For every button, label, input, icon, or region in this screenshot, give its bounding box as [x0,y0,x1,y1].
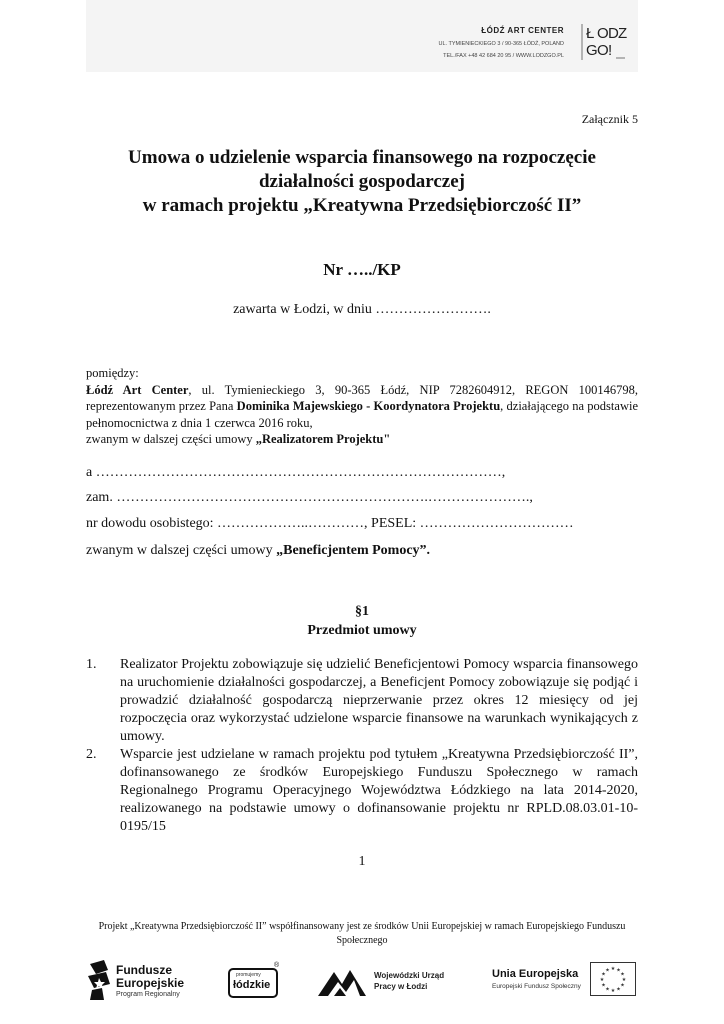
title-line: Umowa o udzielenie wsparcia finansowego na rozpoczęcie [128,147,596,168]
authorization-details: , działającego na podstawie pełnomocnictwa z dnia 1 czerwca 2016 roku, [86,399,638,430]
fe-title-line: Europejskie [116,976,185,990]
fe-subtitle: Program Regionalny [116,991,180,998]
wup-name [374,970,444,992]
letterhead-band [86,0,638,72]
logo-letter: Z [618,25,628,42]
recipient-name-line: a ……………………………………………………………………………, [86,465,506,480]
eu-star-icon: ★ [620,982,625,989]
wup-lodz-logo [316,962,466,1002]
section-number: §1 [355,604,369,619]
clause-item [86,656,638,746]
clause-text: Wsparcie jest udzielane w ramach projektu pod tytułem „Kreatywna Przedsiębiorczość II”, dofinansowanego ze środków Europejskiego Funduszu Społecznego w ramach Regionalnego Programu Operacyjnego Województwa Łódzkiego na lata 2014-2020, realizowanego na podstawie umowy o dofinansowanie projektu nr RPLD.08.03.01-10-0195/15 [120,747,638,834]
logo-letter: Ł [586,25,595,42]
between-label: pomiędzy: [86,366,139,380]
alias-name: „Realizatorem Projektu" [255,432,391,446]
organization-alias [86,431,638,448]
fundusze-europejskie-logo [86,958,216,1004]
eu-star-icon: ★ [616,967,621,974]
logo-letter: O [597,42,609,59]
registered-mark: ® [274,962,280,969]
title-line: w ramach projektu „Kreatywna Przedsiębiorczość II” [142,195,582,216]
organization-details: , ul. Tymienieckiego 3, 90-365 Łódź, NIP 7282604912, REGON 100146798, reprezentowanym przez Pana [86,382,639,413]
eu-star-icon: ★ [605,986,610,993]
clause-number: 1. [86,657,97,672]
attachment-label: Załącznik 5 [581,112,638,126]
fe-title-line: Fundusze [116,963,172,977]
page-number: 1 [358,854,366,869]
letterhead-address: UL. TYMIENIECKIEGO 3 / 90-365 ŁÓDŹ, POLAND [438,41,564,47]
letterhead-contact: TEL./FAX +48 42 684 20 95 / WWW.LODZGO.PL [443,53,564,59]
recipient-address-line: zam. ………………………………………………………….…………………., [86,490,533,505]
alias-name: „Beneficjentem Pomocy”. [276,543,431,558]
wup-emblem-icon [316,966,368,998]
section-title: Przedmiot umowy [307,623,417,638]
eu-star-icon: ★ [616,986,621,993]
alias-text: zwanym w dalszej części umowy [86,432,256,446]
clause-item [86,746,638,836]
funding-note: Projekt „Kreatywna Przedsiębiorczość II” współfinansowany jest ze środków Unii Europejskiej w ramach Europejskiego Funduszu Społecznego [98,921,626,946]
eu-star-icon: ★ [599,977,605,983]
contract-number: Nr …../KP [323,260,401,279]
clause-text: Realizator Projektu zobowiązuje się udzielić Beneficjentowi Pomocy wsparcia finansowego na uruchomienie działalności gospodarczej, a Beneficjent Pomocy zobowiązuje się podjąć i prowadzić działalność gospodarczą nieprzerwanie przez okres 12 miesięcy od jej rozpoczęcia oraz wykorzystać udzielone wsparcie finansowe na warunkach wynikających z umowy. [120,657,638,744]
promujemy-lodzkie-logo [228,962,282,1002]
recipient-alias [86,543,430,559]
clause-list [86,656,638,836]
logo-letter: D [608,25,619,42]
eu-star-icon: ★ [601,982,606,989]
signing-place-date: zawarta w Łodzi, w dniu ……………………. [233,302,491,317]
letterhead-org-name: ŁÓDŹ ART CENTER [481,26,564,35]
clause-number: 2. [86,747,97,762]
wup-name-line: Pracy w Łodzi [374,982,428,991]
lodzgo-logo [580,22,626,62]
eu-star-icon: ★ [610,966,616,972]
eu-star-icon: ★ [620,971,625,978]
eu-star-icon: ★ [621,977,627,983]
eu-star-icon: ★ [610,988,616,994]
representative-name: Dominika Majewskiego - Koordynatora Projektu [236,399,501,413]
lodzkie-big-text: łódzkie [233,979,271,991]
eu-flag-icon [590,962,636,996]
alias-text: zwanym w dalszej części umowy [86,543,277,558]
eu-star-icon: ★ [605,967,610,974]
organization-name: Łódź Art Center [86,382,189,397]
lodzkie-small-text: promujemy [236,972,261,978]
logo-letter: ! [608,42,613,59]
ue-title: Unia Europejska [492,968,579,980]
logo-letter: G [586,42,598,59]
document-title [0,146,724,218]
fe-flag-icon [86,958,112,1002]
wup-name-line: Wojewódzki Urząd [374,971,445,980]
eu-star-icon: ★ [601,971,606,978]
logo-letter: O [597,25,609,42]
unia-europejska-logo [492,962,638,1004]
recipient-id-line: nr dowodu osobistego: ………………..…………, PESEL: …………………………… [86,516,574,531]
ue-subtitle: Europejski Fundusz Społeczny [492,983,581,990]
title-line: działalności gospodarczej [258,171,465,192]
parties-block [86,365,638,448]
organization-paragraph [86,382,638,432]
